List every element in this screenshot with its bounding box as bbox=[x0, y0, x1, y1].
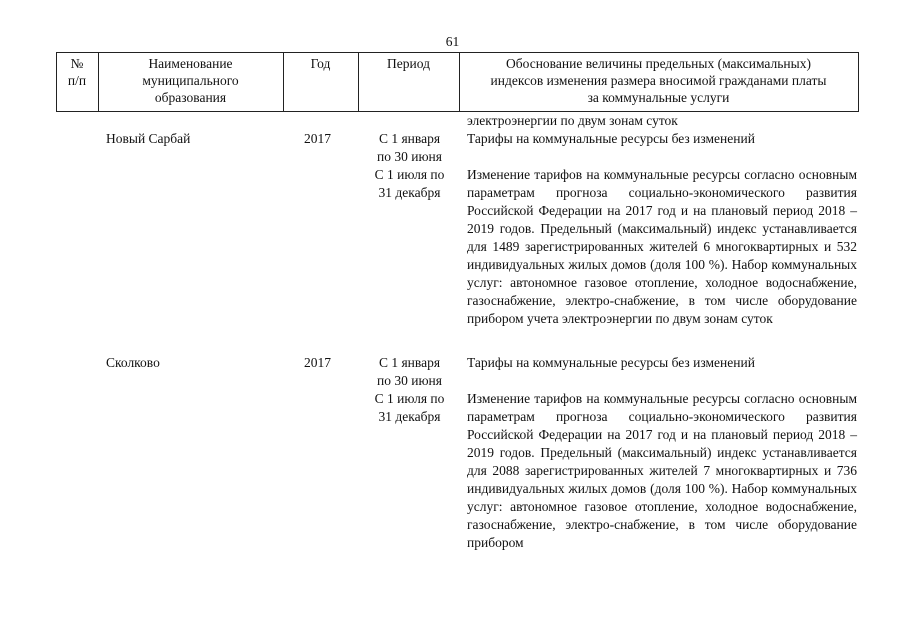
header-number: № п/п bbox=[67, 56, 87, 88]
year-value: 2017 bbox=[304, 131, 331, 146]
period-second-half: С 1 июля по 31 декабря bbox=[374, 391, 445, 424]
year-value: 2017 bbox=[304, 355, 331, 370]
period-first-half: С 1 января по 30 июня bbox=[377, 355, 442, 388]
period-second-half: С 1 июля по 31 декабря bbox=[374, 167, 445, 200]
header-year: Год bbox=[310, 56, 331, 71]
header-municipality: Наименование муниципального образования bbox=[142, 56, 239, 105]
period-first-half: С 1 января по 30 июня bbox=[377, 131, 442, 164]
page-number: 61 bbox=[445, 34, 460, 49]
tariff-note: Тарифы на коммунальные ресурсы без изменений bbox=[467, 131, 755, 146]
table-header-top-border bbox=[56, 52, 859, 53]
tariff-justification: Изменение тарифов на коммунальные ресурсы согласно основным параметрам прогноза социально-экономического развития Российской Федерации на 2017 год и на плановый период 2018 – 2019 годов. Предельный (максимальный) индекс устанавливается для 2088 зарегистрированных жителей 7 многоквартирных и 736 индивидуальных жилых домов (доля 100 %). Набор коммунальных услуг: автономное газовое отопление, холодное водоснабжение, газоснабжение, электро-снабжение, в том числе оборудование прибором bbox=[467, 391, 857, 550]
header-justification: Обоснование величины предельных (максимальных) индексов изменения размера вносимой гражданами платы за коммунальные услуги bbox=[490, 56, 827, 105]
continuation-text: электроэнергии по двум зонам суток bbox=[467, 113, 678, 128]
tariff-justification: Изменение тарифов на коммунальные ресурсы согласно основным параметрам прогноза социально-экономического развития Российской Федерации на 2017 год и на плановый период 2018 – 2019 годов. Предельный (максимальный) индекс устанавливается для 1489 зарегистрированных жителей 6 многоквартирных и 532 индивидуальных жилых домов (доля 100 %). Набор коммунальных услуг: автономное газовое отопление, холодное водоснабжение, газоснабжение, электро-снабжение, в том числе оборудование прибором учета электроэнергии по двум зонам суток bbox=[467, 167, 857, 326]
municipality-name: Сколково bbox=[106, 355, 160, 370]
tariff-note: Тарифы на коммунальные ресурсы без изменений bbox=[467, 355, 755, 370]
header-period: Период bbox=[387, 56, 430, 71]
table-header-divider bbox=[858, 52, 859, 112]
municipality-name: Новый Сарбай bbox=[106, 131, 191, 146]
